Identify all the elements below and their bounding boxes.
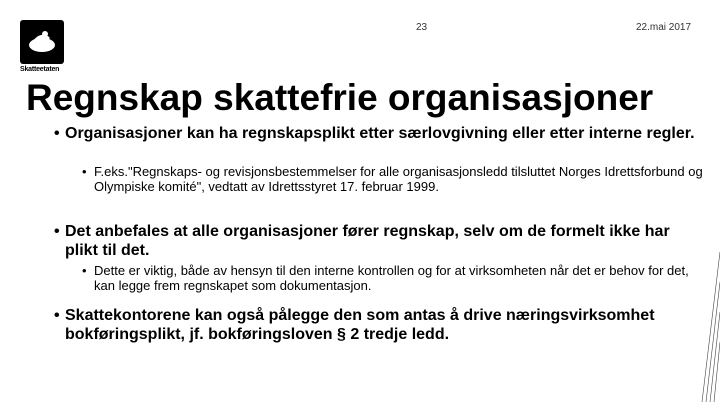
skatteetaten-logo xyxy=(20,20,66,74)
sub-bullet-1: • F.eks."Regnskaps- og revisjonsbestemmelser for alle organisasjonsledd tilsluttet Norges Idrettsforbund og Olympiske komité", vedtatt av Idrettsstyret 17. februar 1999. xyxy=(80,164,704,194)
sub-bullet-2: • Dette er viktig, både av hensyn til den interne kontrollen og for at virksomheten når det er behov for det, kan legge frem regnskapet som dokumentasjon. xyxy=(80,263,704,293)
corner-decoration xyxy=(694,252,720,402)
slide-date: 22.mai 2017 xyxy=(636,22,692,33)
logo-emblem xyxy=(20,20,64,64)
coin-logo-icon xyxy=(20,20,64,64)
logo-text: Skatteetaten xyxy=(20,66,60,73)
page-number: 23 xyxy=(416,22,428,33)
bullet-2: • Det anbefales at alle organisasjoner fører regnskap, selv om de formelt ikke har plikt til det. xyxy=(56,222,705,260)
bullet-3: • Skattekontorene kan også pålegge den som antas å drive næringsvirksomhet bokføringsplikt, jf. bokføringsloven § 2 tredje ledd. xyxy=(56,306,705,344)
slide-title: Regnskap skattefrie organisasjoner xyxy=(26,77,654,118)
bullet-1: • Organisasjoner kan ha regnskapsplikt etter særlovgivning eller etter interne regler. xyxy=(56,124,705,143)
